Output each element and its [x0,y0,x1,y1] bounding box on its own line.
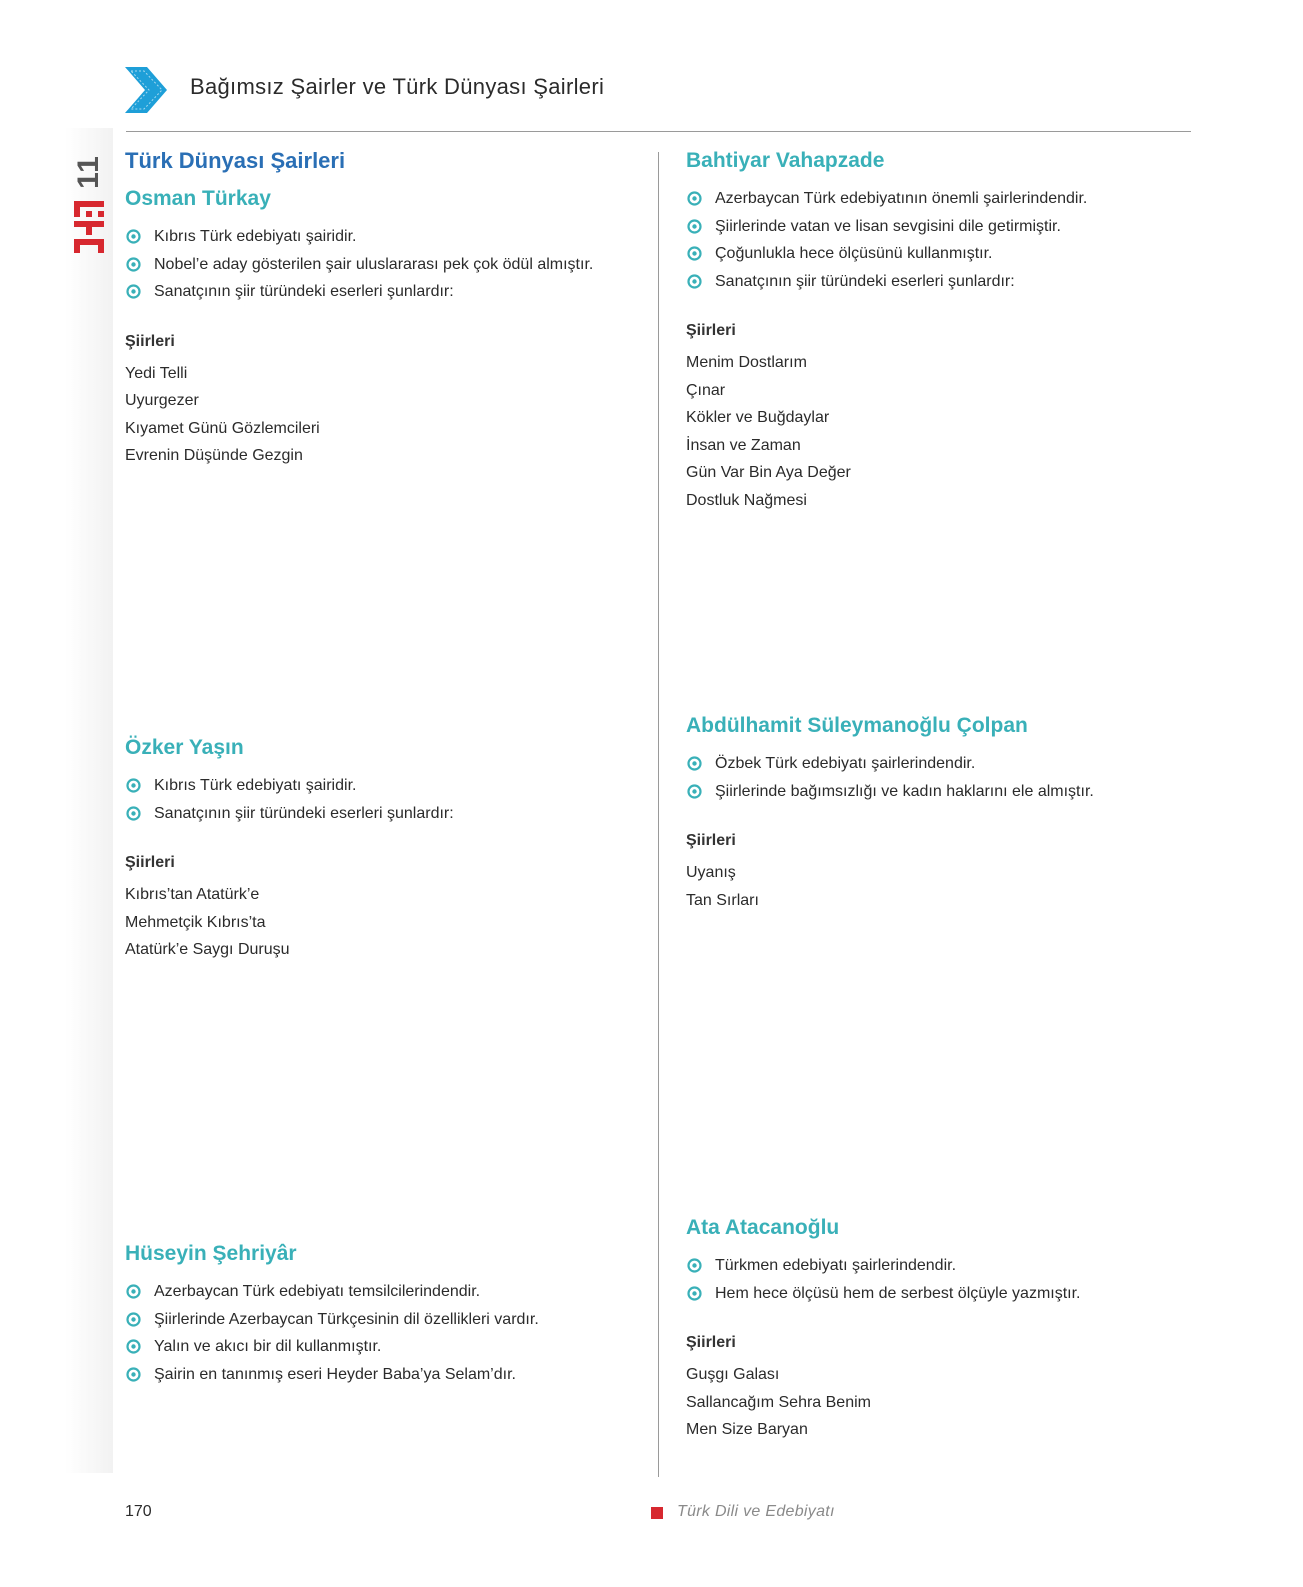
chevron-right-icon [125,67,167,113]
column-divider [658,152,659,1477]
publisher-logo [72,199,106,255]
poem-item: Atatürk’e Saygı Duruşu [125,941,290,958]
poems-label: Şiirleri [686,1334,736,1351]
poet-block-ata-atacanoglu [686,1214,1081,1444]
poet-name: Ata Atacanoğlu [686,1216,840,1239]
target-bullet-icon [126,1339,141,1354]
fact-item: Sanatçının şiir türündeki eserleri şunlardır: [125,800,454,828]
poems-label: Şiirleri [686,322,736,339]
book-title: Türk Dili ve Edebiyatı [677,1503,835,1520]
target-bullet-icon [126,284,141,299]
poem-item: Tan Sırları [686,891,759,909]
fact-list [686,185,1087,295]
poem-item: Dostluk Nağmesi [686,491,807,509]
fact-list [125,772,454,827]
header-divider [126,131,1191,132]
poem-item: İnsan ve Zaman [686,436,801,454]
section-turk-dunyasi [125,147,593,470]
fact-item: Nobel’e aday gösterilen şair uluslararası pek çok ödül almıştır. [125,251,593,279]
target-bullet-icon [126,1284,141,1299]
poem-item: Kıyamet Günü Gözlemcileri [125,419,320,437]
poem-item: Gün Var Bin Aya Değer [686,464,851,481]
fact-list [125,223,593,306]
page-number: 170 [125,1503,152,1520]
side-brand [72,155,106,255]
target-bullet-icon [126,229,141,244]
poet-name: Bahtiyar Vahapzade [686,149,885,172]
poem-item: Guşgı Galası [686,1366,780,1383]
poem-item: Mehmetçik Kıbrıs’ta [125,913,266,931]
fact-item: Özbek Türk edebiyatı şairlerindendir. [686,750,1094,778]
fact-item: Kıbrıs Türk edebiyatı şairidir. [125,223,593,251]
fact-item: Sanatçının şiir türündeki eserleri şunlardır: [125,278,593,306]
fact-list [125,1278,539,1388]
target-bullet-icon [687,1286,702,1301]
poem-list [125,881,454,964]
poems-label: Şiirleri [686,832,736,849]
poet-block-bahtiyar-vahapzade [686,147,1087,514]
poem-item: Çınar [686,381,726,399]
target-bullet-icon [126,257,141,272]
poet-name: Özker Yaşın [125,736,244,759]
fact-item: Sanatçının şiir türündeki eserleri şunlardır: [686,268,1087,296]
section-title: Türk Dünyası Şairleri [125,148,346,173]
target-bullet-icon [687,1258,702,1273]
fact-item: Hem hece ölçüsü hem de serbest ölçüyle yazmıştır. [686,1280,1081,1308]
poem-item: Kökler ve Buğdaylar [686,409,830,426]
target-bullet-icon [126,1367,141,1382]
fact-item: Azerbaycan Türk edebiyatının önemli şairlerindendir. [686,185,1087,213]
poem-list [686,349,1087,514]
target-bullet-icon [687,219,702,234]
poet-name: Hüseyin Şehriyâr [125,1242,297,1265]
poems-label: Şiirleri [125,332,175,350]
poem-item: Sallancağım Sehra Benim [686,1393,871,1411]
fact-item: Şiirlerinde vatan ve lisan sevgisini dile getirmiştir. [686,213,1087,241]
poem-item: Evrenin Düşünde Gezgin [125,447,303,464]
poem-item: Uyurgezer [125,392,199,409]
poem-list [686,1361,1081,1444]
fact-item: Çoğunlukla hece ölçüsünü kullanmıştır. [686,240,1087,268]
side-band [65,128,113,1473]
poem-item: Uyanış [686,864,736,881]
target-bullet-icon [687,756,702,771]
poet-name: Abdülhamit Süleymanoğlu Çolpan [686,714,1028,737]
target-bullet-icon [687,274,702,289]
target-bullet-icon [126,1312,141,1327]
poet-block-ozker-yasin [125,734,454,964]
target-bullet-icon [126,806,141,821]
target-bullet-icon [126,778,141,793]
poet-name: Osman Türkay [125,187,271,210]
fact-item: Şairin en tanınmış eseri Heyder Baba’ya Selam’dır. [125,1361,539,1389]
poem-list [125,360,593,470]
poem-item: Yedi Telli [125,364,188,382]
page-title: Bağımsız Şairler ve Türk Dünyası Şairleri [190,74,605,99]
poet-block-colpan [686,712,1094,914]
poem-list [686,859,1094,914]
fact-item: Şiirlerinde bağımsızlığı ve kadın haklarını ele almıştır. [686,778,1094,806]
target-bullet-icon [687,191,702,206]
poems-label: Şiirleri [125,854,175,871]
poet-block-huseyin-sehriyar [125,1240,539,1388]
fact-item: Şiirlerinde Azerbaycan Türkçesinin dil özellikleri vardır. [125,1306,539,1334]
fact-item: Yalın ve akıcı bir dil kullanmıştır. [125,1333,539,1361]
footer-square-icon [651,1507,663,1519]
poem-item: Menim Dostlarım [686,354,807,371]
poem-item: Men Size Baryan [686,1421,808,1438]
poem-item: Kıbrıs’tan Atatürk’e [125,886,260,903]
fact-item: Azerbaycan Türk edebiyatı temsilcilerindendir. [125,1278,539,1306]
fact-list [686,750,1094,805]
fact-item: Türkmen edebiyatı şairlerindendir. [686,1252,1081,1280]
fact-list [686,1252,1081,1307]
grade-label: 11 [72,155,105,189]
target-bullet-icon [687,784,702,799]
target-bullet-icon [687,246,702,261]
fact-item: Kıbrıs Türk edebiyatı şairidir. [125,772,454,800]
